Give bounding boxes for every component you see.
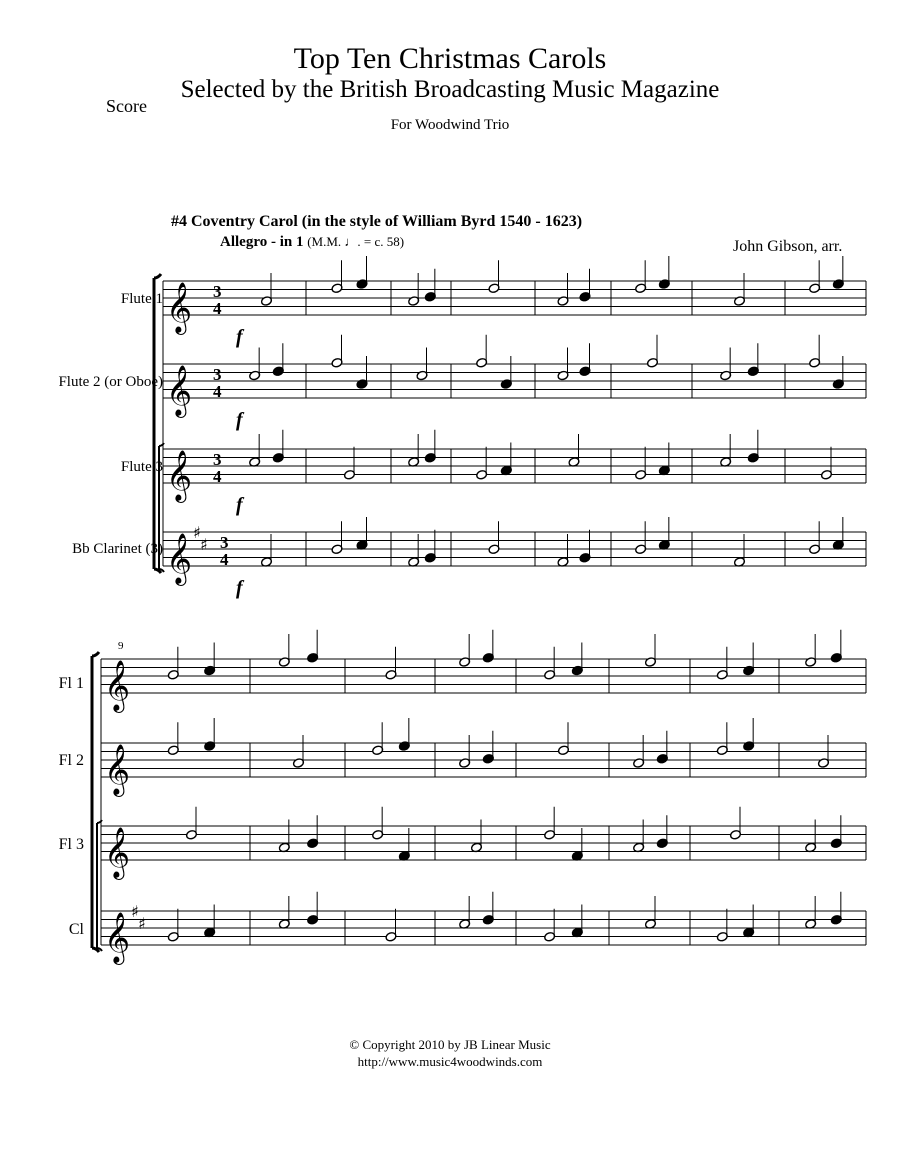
instrument-name: Fl 2 — [58, 752, 84, 769]
dynamics — [236, 326, 245, 599]
piece-title: #4 Coventry Carol (in the style of William Byrd 1540 - 1623) — [171, 213, 583, 230]
treble-clef-icon: 𝄞 — [166, 365, 193, 416]
score-title: Top Ten Christmas Carols — [293, 42, 607, 75]
score-label: Score — [106, 96, 147, 116]
arranger: John Gibson, arr. — [733, 238, 843, 255]
treble-clefs — [104, 282, 192, 965]
time-signatures — [213, 282, 229, 569]
key-signatures — [131, 523, 208, 933]
sharp-icon: ♯ — [200, 535, 208, 554]
instrument-name: Flute 1 — [120, 291, 163, 307]
time-signature-top: 3 — [213, 450, 222, 469]
instrument-name: Fl 1 — [58, 675, 84, 692]
treble-clef-icon: 𝄞 — [166, 282, 193, 333]
metronome-mark: (M.M. ♩. = c. 58) — [307, 234, 405, 249]
dynamic-forte: f — [236, 326, 243, 348]
website-link[interactable]: http://www.music4woodwinds.com — [357, 1054, 543, 1069]
instrument-name: Bb Clarinet (3) — [72, 541, 163, 557]
instrument-name: Fl 3 — [58, 836, 84, 853]
time-signature-top: 3 — [213, 365, 222, 384]
time-signature-bottom: 4 — [213, 299, 222, 318]
sharp-icon: ♯ — [193, 523, 201, 542]
dynamic-forte: f — [236, 494, 243, 516]
score-subtitle: Selected by the British Broadcasting Music Magazine — [180, 76, 720, 103]
treble-clef-icon: 𝄞 — [104, 660, 131, 711]
instrument-name: Cl — [68, 921, 84, 938]
copyright-notice: © Copyright 2010 by JB Linear Music — [349, 1037, 551, 1052]
time-signature-bottom: 4 — [213, 382, 222, 401]
treble-clef-icon: 𝄞 — [166, 450, 193, 501]
sharp-icon: ♯ — [131, 902, 139, 921]
time-signature-top: 3 — [220, 533, 229, 552]
tempo-text: Allegro - in 1 — [220, 234, 304, 250]
instrument-name: Flute 2 (or Oboe) — [58, 374, 163, 390]
time-signature-top: 3 — [213, 282, 222, 301]
treble-clef-icon: 𝄞 — [104, 912, 131, 963]
measure-number: 9 — [118, 640, 124, 652]
sharp-icon: ♯ — [138, 914, 146, 933]
treble-clef-icon: 𝄞 — [104, 827, 131, 878]
notes — [167, 256, 844, 942]
instrument-name: Flute 3 — [120, 459, 163, 475]
treble-clef-icon: 𝄞 — [166, 533, 193, 584]
dynamic-forte: f — [236, 409, 243, 431]
time-signature-bottom: 4 — [213, 467, 222, 486]
treble-clef-icon: 𝄞 — [104, 744, 131, 795]
ensemble-label: For Woodwind Trio — [390, 117, 510, 133]
dynamic-forte: f — [236, 577, 243, 599]
time-signature-bottom: 4 — [220, 550, 229, 569]
